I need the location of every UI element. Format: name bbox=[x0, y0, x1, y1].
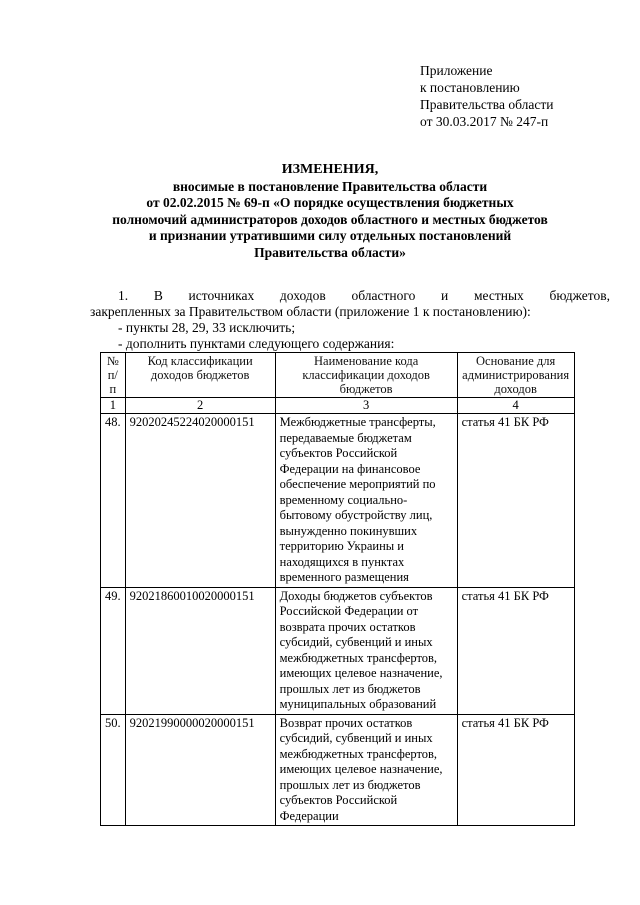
heading-line: Правительства области» bbox=[254, 244, 406, 260]
attachment-line: Правительства области bbox=[420, 97, 554, 112]
column-number: 3 bbox=[275, 398, 457, 414]
column-number: 4 bbox=[457, 398, 574, 414]
table-header-row bbox=[101, 353, 575, 398]
heading-line: от 02.02.2015 № 69-п «О порядке осуществления бюджетных bbox=[146, 195, 514, 210]
table-row bbox=[101, 714, 575, 826]
heading-line: и признании утратившими силу отдельных постановлений bbox=[148, 228, 512, 243]
row-basis: статья 41 БК РФ bbox=[457, 587, 574, 714]
table-row bbox=[101, 414, 575, 588]
header-number: № п/п bbox=[101, 353, 126, 398]
column-number: 1 bbox=[101, 398, 126, 414]
row-basis: статья 41 БК РФ bbox=[457, 414, 574, 588]
row-code: 92021990000020000151 bbox=[125, 714, 275, 826]
attachment-line: Приложение bbox=[420, 63, 493, 78]
attachment-line: к постановлению bbox=[420, 80, 520, 95]
row-basis: статья 41 БК РФ bbox=[457, 714, 574, 826]
heading-title: ИЗМЕНЕНИЯ, bbox=[281, 162, 379, 177]
row-name: Межбюджетные трансферты, передаваемые бюджетам субъектов Российской Федерации на финансовое обеспечение мероприятий по временному социально-бытовому обустройству лиц, вынужденно покинувших территорию Украины и находящихся в пунктах временного размещения bbox=[275, 414, 457, 588]
header-name: Наименование кода классификации доходов бюджетов bbox=[275, 353, 457, 398]
list-item-exclude: - пункты 28, 29, 33 исключить; bbox=[118, 320, 296, 335]
attachment-line: от 30.03.2017 № 247-п bbox=[420, 114, 549, 129]
row-name: Возврат прочих остатков субсидий, субвенций и иных межбюджетных трансфертов, имеющих целевое назначение, прошлых лет из бюджетов субъектов Российской Федерации bbox=[275, 714, 457, 826]
row-number: 50. bbox=[101, 714, 126, 826]
row-code: 92020245224020000151 bbox=[125, 414, 275, 588]
attachment-note bbox=[420, 62, 630, 130]
paragraph-1-line-2: закрепленных за Правительством области (приложение 1 к постановлению): bbox=[90, 304, 531, 319]
revenue-codes-table bbox=[100, 352, 575, 826]
heading-line: вносимые в постановление Правительства области bbox=[172, 178, 488, 194]
table-row bbox=[101, 587, 575, 714]
header-code: Код классификации доходов бюджетов bbox=[125, 353, 275, 398]
paragraph-1-line-1: 1. В источниках доходов областного и местных бюджетов, bbox=[118, 288, 610, 303]
document-heading bbox=[60, 162, 600, 261]
heading-line: полномочий администраторов доходов областного и местных бюджетов bbox=[112, 211, 548, 227]
row-number: 49. bbox=[101, 587, 126, 714]
column-number: 2 bbox=[125, 398, 275, 414]
row-name: Доходы бюджетов субъектов Российской Федерации от возврата прочих остатков субсидий, субвенций и иных межбюджетных трансфертов, имеющих целевое назначение, прошлых лет из бюджетов муниципальных образований bbox=[275, 587, 457, 714]
table-column-number-row bbox=[101, 398, 575, 414]
list-item-add: - дополнить пунктами следующего содержания: bbox=[118, 336, 395, 351]
row-code: 92021860010020000151 bbox=[125, 587, 275, 714]
row-number: 48. bbox=[101, 414, 126, 588]
header-basis: Основание для администрирования доходов bbox=[457, 353, 574, 398]
